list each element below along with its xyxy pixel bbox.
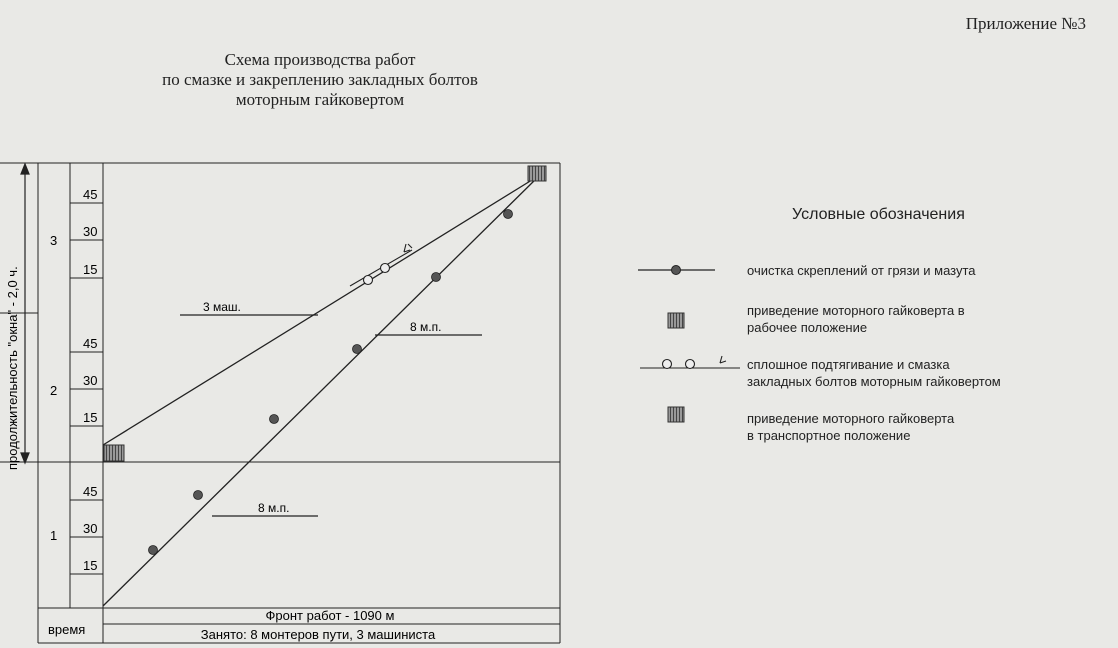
legend-text-line: сплошное подтягивание и смазка — [747, 357, 950, 372]
machine-progress-line — [103, 175, 540, 445]
workers-annotation-lower: 8 м.п. — [258, 501, 290, 515]
minute-label: 45 — [83, 484, 98, 499]
hour-label-3: 3 — [50, 233, 58, 248]
legend-text-line: приведение моторного гайковерта в — [747, 303, 965, 318]
legend-text-line: закладных болтов моторным гайковертом — [747, 374, 1001, 389]
minute-label: 15 — [83, 262, 98, 277]
minute-label: 45 — [83, 187, 98, 202]
cleaning-marker — [504, 210, 513, 219]
minute-label: 45 — [83, 336, 98, 351]
minute-label: 30 — [83, 373, 98, 388]
legend-text-line: в транспортное положение — [747, 428, 911, 443]
legend-symbols — [638, 266, 740, 423]
appendix-label: Приложение №3 — [965, 14, 1086, 33]
title-line-1: Схема производства работ — [224, 50, 416, 69]
hatched-square-icon — [528, 166, 546, 181]
legend-text-line: рабочее положение — [747, 320, 868, 335]
cleaning-marker — [353, 345, 362, 354]
hatched-square-icon — [668, 313, 684, 328]
cleaning-marker — [270, 415, 279, 424]
minute-label: 30 — [83, 521, 98, 536]
time-label: время — [48, 622, 86, 637]
hour-label-1: 1 — [50, 528, 58, 543]
legend-text-line: приведение моторного гайковерта — [747, 411, 955, 426]
legend-text-line: очистка скреплений от грязи и мазута — [747, 263, 976, 278]
legend-title: Условные обозначения — [792, 206, 965, 223]
legend-item-working-position — [747, 302, 965, 336]
legend-item-cleaning — [747, 262, 976, 279]
hatched-square-icon — [104, 445, 124, 461]
line-with-dot-icon — [672, 266, 681, 275]
minute-label: 15 — [83, 558, 98, 573]
title-line-3: моторным гайковертом — [235, 90, 405, 109]
hatched-square-icon — [668, 407, 684, 422]
cleaning-marker — [432, 273, 441, 282]
work-front-label: Фронт работ - 1090 м — [265, 608, 395, 623]
cleaning-marker — [194, 491, 203, 500]
machinists-annotation: 3 маш. — [203, 300, 241, 314]
wrench-line-icon — [350, 244, 412, 286]
duration-label: продолжительность "окна" - 2,0 ч. — [5, 266, 20, 470]
progress-lines — [103, 175, 540, 606]
staff-label: Занято: 8 монтеров пути, 3 машиниста — [200, 627, 436, 642]
title-line-2: по смазке и закреплению закладных болтов — [162, 70, 478, 89]
cleaning-marker — [149, 546, 158, 555]
minute-label: 15 — [83, 410, 98, 425]
legend-item-transport-position — [747, 410, 954, 444]
wrench-line-icon — [640, 356, 740, 369]
workers-annotation-upper: 8 м.п. — [410, 320, 442, 334]
hour-label-2: 2 — [50, 383, 58, 398]
legend-item-tightening — [747, 356, 1001, 390]
cleaning-progress-line — [103, 175, 540, 606]
minute-label: 30 — [83, 224, 98, 239]
